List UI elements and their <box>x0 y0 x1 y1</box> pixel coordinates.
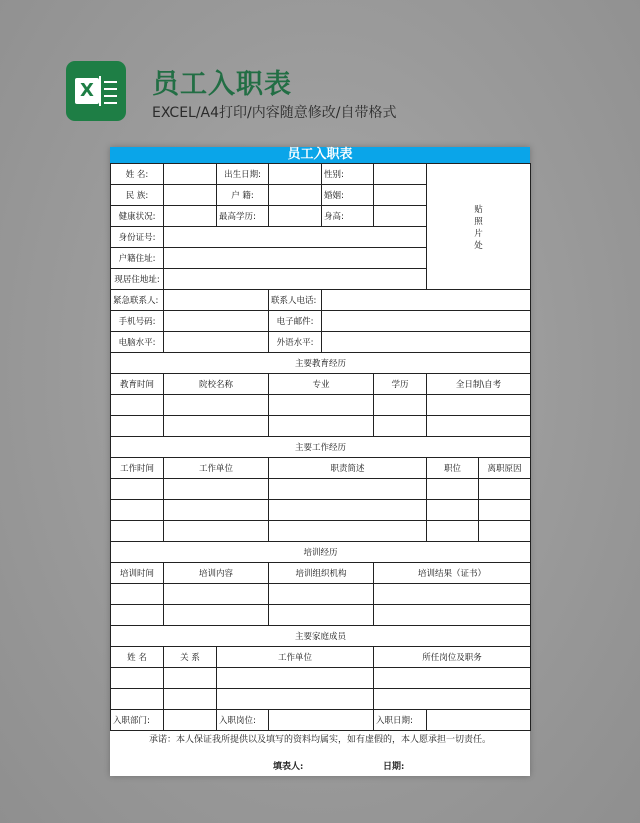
photo-char: 片 <box>474 228 483 239</box>
column-header: 姓 名 <box>111 647 164 668</box>
column-header: 所任岗位及职务 <box>374 647 531 668</box>
table-cell[interactable] <box>164 605 269 626</box>
section-row <box>111 542 531 563</box>
hukou-address-field[interactable] <box>164 248 427 269</box>
table-cell[interactable] <box>111 521 164 542</box>
table-cell[interactable] <box>111 584 164 605</box>
height-label: 身高: <box>322 206 374 227</box>
column-header: 培训组织机构 <box>269 563 374 584</box>
entry-dept-field[interactable] <box>164 710 217 731</box>
sign-date-label: 日期: <box>383 762 405 772</box>
table-cell[interactable] <box>164 584 269 605</box>
id-number-field[interactable] <box>164 227 427 248</box>
language-field[interactable] <box>322 332 531 353</box>
table-cell[interactable] <box>164 521 269 542</box>
section-row <box>111 626 531 647</box>
name-field[interactable] <box>164 164 217 185</box>
current-address-label: 现居住地址: <box>111 269 164 290</box>
photo-char: 贴 <box>474 204 483 215</box>
table-cell[interactable] <box>164 689 217 710</box>
work-section-title: 主要工作经历 <box>111 437 531 458</box>
email-label: 电子邮件: <box>269 311 322 332</box>
table-header-row <box>111 563 531 584</box>
table-cell[interactable] <box>374 668 531 689</box>
form-title-bar: 员工入职表 <box>110 147 530 163</box>
entry-position-field[interactable] <box>269 710 374 731</box>
ethnicity-field[interactable] <box>164 185 217 206</box>
column-header: 院校名称 <box>164 374 269 395</box>
health-field[interactable] <box>164 206 217 227</box>
current-address-field[interactable] <box>164 269 427 290</box>
education-field[interactable] <box>269 206 322 227</box>
column-header: 职位 <box>427 458 479 479</box>
column-header: 工作单位 <box>217 647 374 668</box>
table-cell[interactable] <box>479 500 531 521</box>
computer-field[interactable] <box>164 332 269 353</box>
gender-field[interactable] <box>374 164 427 185</box>
marital-field[interactable] <box>374 185 427 206</box>
photo-char: 照 <box>474 216 483 227</box>
form-row <box>111 710 531 731</box>
email-field[interactable] <box>322 311 531 332</box>
table-header-row <box>111 647 531 668</box>
table-cell[interactable] <box>269 605 374 626</box>
table-cell[interactable] <box>269 584 374 605</box>
mobile-label: 手机号码: <box>111 311 164 332</box>
table-cell[interactable] <box>111 500 164 521</box>
training-section-title: 培训经历 <box>111 542 531 563</box>
table-cell[interactable] <box>374 689 531 710</box>
excel-app-icon <box>66 61 126 121</box>
table-cell[interactable] <box>269 521 427 542</box>
table-cell[interactable] <box>217 689 374 710</box>
computer-label: 电脑水平: <box>111 332 164 353</box>
hukou-address-label: 户籍住址: <box>111 248 164 269</box>
entry-dept-label: 入职部门: <box>111 710 164 731</box>
family-section-title: 主要家庭成员 <box>111 626 531 647</box>
column-header: 工作时间 <box>111 458 164 479</box>
table-row <box>111 668 531 689</box>
photo-area[interactable] <box>427 164 531 290</box>
table-cell[interactable] <box>164 395 269 416</box>
ethnicity-label: 民 族: <box>111 185 164 206</box>
mobile-field[interactable] <box>164 311 269 332</box>
table-cell[interactable] <box>164 668 217 689</box>
column-header: 工作单位 <box>164 458 269 479</box>
table-row <box>111 605 531 626</box>
column-header: 关 系 <box>164 647 217 668</box>
education-label: 最高学历: <box>217 206 269 227</box>
table-cell[interactable] <box>217 668 374 689</box>
filler-label: 填表人: <box>273 762 304 772</box>
column-header: 培训结果（证书） <box>374 563 531 584</box>
table-cell[interactable] <box>479 479 531 500</box>
form-sheet <box>110 147 530 776</box>
table-cell[interactable] <box>269 500 427 521</box>
table-cell[interactable] <box>427 479 479 500</box>
hukou-type-field[interactable] <box>269 185 322 206</box>
table-row <box>111 521 531 542</box>
table-cell[interactable] <box>111 416 164 437</box>
table-cell[interactable] <box>427 395 531 416</box>
table-row <box>111 395 531 416</box>
table-cell[interactable] <box>479 521 531 542</box>
entry-position-label: 入职岗位: <box>217 710 269 731</box>
education-section-title: 主要教育经历 <box>111 353 531 374</box>
form-row <box>111 332 531 353</box>
gender-label: 性别: <box>322 164 374 185</box>
table-header-row <box>111 458 531 479</box>
emergency-phone-field[interactable] <box>322 290 531 311</box>
onboarding-form-table <box>110 163 531 731</box>
table-cell[interactable] <box>427 500 479 521</box>
table-cell[interactable] <box>427 521 479 542</box>
table-row <box>111 479 531 500</box>
table-cell[interactable] <box>269 416 374 437</box>
form-row <box>111 164 531 185</box>
table-cell[interactable] <box>374 416 427 437</box>
table-cell[interactable] <box>269 395 374 416</box>
table-cell[interactable] <box>269 479 427 500</box>
entry-date-label: 入职日期: <box>374 710 427 731</box>
table-row <box>111 500 531 521</box>
column-header: 学历 <box>374 374 427 395</box>
health-label: 健康状况: <box>111 206 164 227</box>
photo-char: 处 <box>474 240 483 251</box>
name-label: 姓 名: <box>111 164 164 185</box>
table-row <box>111 584 531 605</box>
form-row <box>111 290 531 311</box>
page-title: 员工入职表 <box>152 69 292 100</box>
page-subtitle: EXCEL/A4打印/内容随意修改/自带格式 <box>152 105 397 121</box>
excel-x-icon: X <box>75 78 99 104</box>
table-cell[interactable] <box>374 584 531 605</box>
entry-date-field[interactable] <box>427 710 531 731</box>
language-label: 外语水平: <box>269 332 322 353</box>
table-cell[interactable] <box>374 605 531 626</box>
table-cell[interactable] <box>111 605 164 626</box>
column-header: 专业 <box>269 374 374 395</box>
column-header: 全日制\自考 <box>427 374 531 395</box>
table-header-row <box>111 374 531 395</box>
table-row <box>111 689 531 710</box>
height-field[interactable] <box>374 206 427 227</box>
table-cell[interactable] <box>164 416 269 437</box>
table-cell[interactable] <box>111 668 164 689</box>
table-cell[interactable] <box>111 395 164 416</box>
hukou-type-label: 户 籍: <box>217 185 269 206</box>
section-row <box>111 437 531 458</box>
column-header: 培训时间 <box>111 563 164 584</box>
table-cell[interactable] <box>374 395 427 416</box>
emergency-label: 紧急联系人: <box>111 290 164 311</box>
marital-label: 婚姻: <box>322 185 374 206</box>
table-cell[interactable] <box>111 479 164 500</box>
table-cell[interactable] <box>111 689 164 710</box>
birth-label: 出生日期: <box>217 164 269 185</box>
birth-field[interactable] <box>269 164 322 185</box>
table-cell[interactable] <box>164 479 269 500</box>
emergency-phone-label: 联系人电话: <box>269 290 322 311</box>
column-header: 离职原因 <box>479 458 531 479</box>
column-header: 培训内容 <box>164 563 269 584</box>
table-cell[interactable] <box>427 416 531 437</box>
table-row <box>111 416 531 437</box>
id-number-label: 身份证号: <box>111 227 164 248</box>
section-row <box>111 353 531 374</box>
column-header: 教育时间 <box>111 374 164 395</box>
emergency-field[interactable] <box>164 290 269 311</box>
form-row <box>111 311 531 332</box>
pledge-text: 承诺：本人保证我所提供以及填写的资料均属实，如有虚假的，本人愿承担一切责任。 <box>148 735 491 745</box>
table-cell[interactable] <box>164 500 269 521</box>
spreadsheet-grid-icon <box>99 76 119 106</box>
column-header: 职责简述 <box>269 458 427 479</box>
